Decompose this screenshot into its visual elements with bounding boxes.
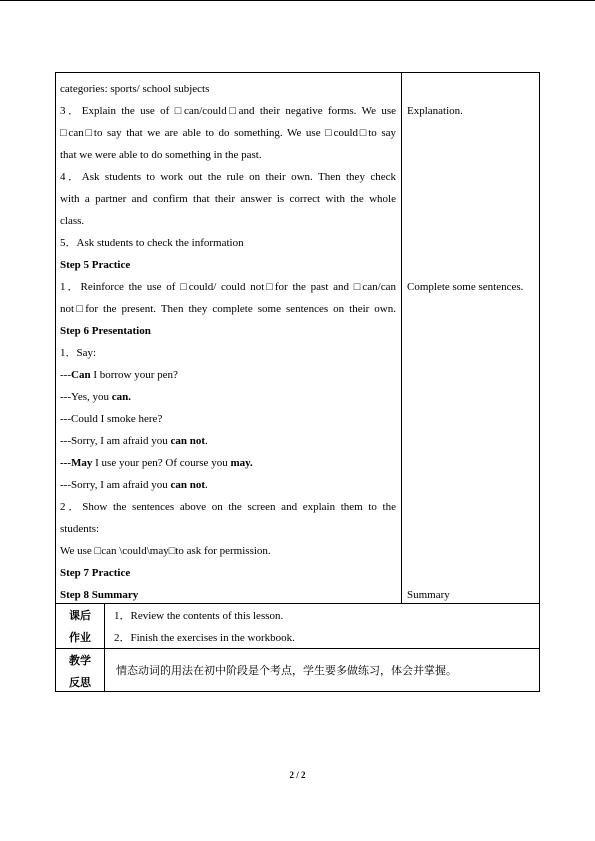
procedure-line <box>60 302 396 316</box>
text-span: 2．Show the sentences above on the screen and explain them to the <box>60 501 396 513</box>
procedure-line <box>60 82 396 96</box>
procedure-line <box>60 390 396 404</box>
reflection-label <box>56 650 104 694</box>
text-span: with a partner and confirm that their answer is correct with the whole <box>60 193 396 205</box>
procedure-line <box>60 434 396 448</box>
procedure-line <box>60 126 396 140</box>
text-span: not□for the present. Then they complete some sentences on their own. <box>60 303 396 315</box>
procedure-line <box>60 368 396 382</box>
bold-text: Can <box>71 369 91 381</box>
text-span: ---Could I smoke here? <box>60 413 163 425</box>
text-span: ---Sorry, I am afraid you <box>60 435 171 447</box>
homework-item-2: 2．Finish the exercises in the workbook. <box>114 632 295 644</box>
text-span: ---Yes, you <box>60 391 112 403</box>
text-span: . <box>205 435 208 447</box>
procedure-line <box>60 522 396 536</box>
text-span: □can□to say that we are able to do something. We use □could□to say <box>60 127 396 139</box>
text-span: 3．Explain the use of □can/could□and their negative forms. We use <box>60 105 396 117</box>
text-span: We use □can \could\may□to ask for permission. <box>60 545 271 557</box>
procedure-line <box>60 500 396 514</box>
page-top-rule <box>0 0 595 1</box>
text-span: I use your pen? Of course you <box>92 457 231 469</box>
text-span: 5．Ask students to check the information <box>60 237 244 249</box>
procedure-cell <box>56 73 401 603</box>
procedure-line <box>60 280 396 294</box>
reflection-label-line-1: 教学 <box>69 654 91 667</box>
bold-text: can not <box>170 479 205 491</box>
bold-text: Step 7 Practice <box>60 567 131 579</box>
teaching-note: Summary <box>407 589 450 601</box>
procedure-line <box>60 236 396 250</box>
bold-text: Step 8 Summary <box>60 589 139 601</box>
procedure-line <box>60 258 396 272</box>
label-column-divider <box>104 603 105 691</box>
procedure-line <box>60 148 396 162</box>
bold-text: can. <box>111 391 131 403</box>
procedure-line <box>60 324 396 338</box>
teaching-note: Complete some sentences. <box>407 281 524 293</box>
bold-text: Step 5 Practice <box>60 259 131 271</box>
bold-text: Step 6 Presentation <box>60 325 151 337</box>
procedure-line <box>60 588 396 602</box>
teaching-note: Explanation. <box>407 105 463 117</box>
procedure-line <box>60 346 396 360</box>
text-span: --- <box>60 369 71 381</box>
procedure-line <box>60 412 396 426</box>
text-span: class. <box>60 215 85 227</box>
procedure-line <box>60 478 396 492</box>
text-span: students: <box>60 523 100 535</box>
text-span: 4．Ask students to work out the rule on their own. Then they check <box>60 171 396 183</box>
procedure-line <box>60 544 396 558</box>
procedure-line <box>60 104 396 118</box>
page-number: 2 / 2 <box>289 770 306 780</box>
text-span: categories: sports/ school subjects <box>60 83 210 95</box>
lesson-plan-table <box>55 72 540 692</box>
text-span: 1．Say: <box>60 347 97 359</box>
column-divider <box>401 73 402 603</box>
bold-text: can not <box>170 435 205 447</box>
text-span: . <box>205 479 208 491</box>
row-divider-reflection <box>56 648 539 649</box>
reflection-text: 情态动词的用法在初中阶段是个考点，学生要多做练习，体会并掌握。 <box>116 664 457 677</box>
homework-item-1: 1．Review the contents of this lesson. <box>114 610 284 622</box>
text-span: I borrow your pen? <box>90 369 178 381</box>
procedure-line <box>60 566 396 580</box>
homework-label-line-1: 课后 <box>69 609 91 622</box>
procedure-line <box>60 456 396 470</box>
text-span: ---Sorry, I am afraid you <box>60 479 171 491</box>
bold-text: ---May <box>60 457 93 469</box>
text-span: that we were able to do something in the past. <box>60 149 262 161</box>
text-span: 1．Reinforce the use of □could/ could not□for the past and □can/can <box>60 281 396 293</box>
procedure-line <box>60 192 396 206</box>
procedure-line <box>60 170 396 184</box>
reflection-label-line-2: 反思 <box>69 676 91 689</box>
bold-text: may. <box>230 457 253 469</box>
homework-label <box>56 605 104 649</box>
homework-label-line-2: 作业 <box>69 631 91 644</box>
row-divider-homework <box>56 603 539 604</box>
procedure-line <box>60 214 396 228</box>
